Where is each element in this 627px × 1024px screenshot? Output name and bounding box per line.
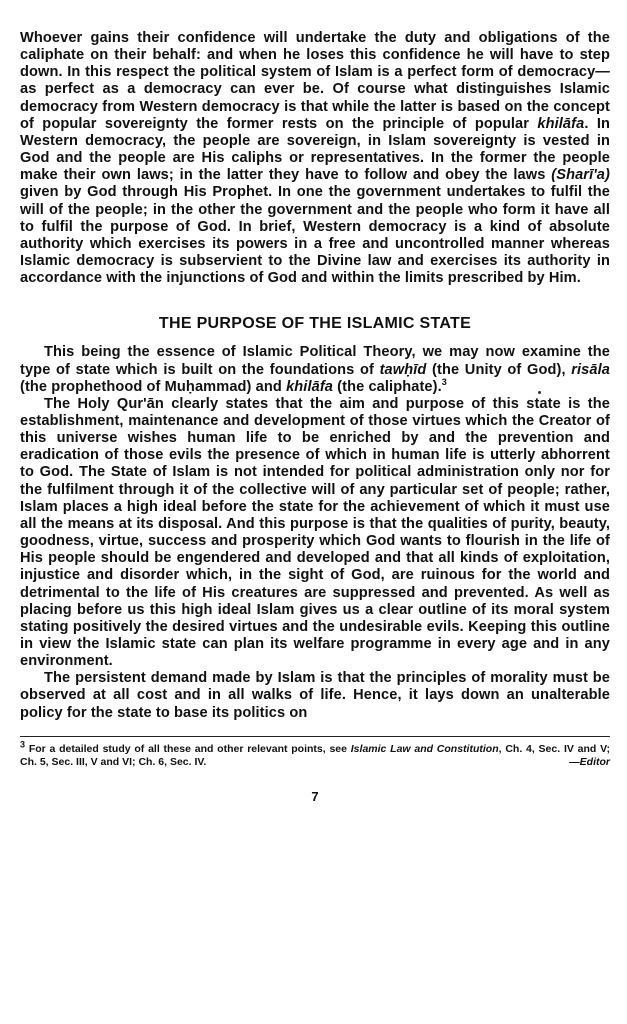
paragraph-2-text-d: (the caliphate). xyxy=(333,378,442,395)
section-heading: THE PURPOSE OF THE ISLAMIC STATE xyxy=(158,315,472,333)
footnote-book-title: Islamic Law and Constitution xyxy=(350,742,499,755)
footnote-marker: 3 xyxy=(20,739,26,750)
term-khilafa-2: khilāfa xyxy=(286,378,333,395)
term-sharia: (Sharī'a) xyxy=(551,167,610,184)
paragraph-2-text-c: (the prophethood of Muḥammad) and xyxy=(20,378,287,395)
paragraph-2-text-b: (the Unity of God), xyxy=(426,361,572,378)
footnote-reference: 3 xyxy=(441,376,447,387)
paragraph-1-text-a: Whoever gains their confidence will undertake the duty and obligations of the caliphate on their behalf: and when he loses this confidence he will have to step down. In this respect the political system of Islam is a perfect form of democracy—as perfect as a democracy can ever be. Of course what distinguishes Islamic democracy from Western democracy is that while the latter is based on the concept of popular sovereignty the former rests on the principle of popular xyxy=(20,30,610,132)
paragraph-1-text-b: . In Western democracy, the people are sovereign, in Islam sovereignty is vested in God and the people are His caliphs or representatives. In the former the people make their own laws; in the latter they have to follow and obey the laws xyxy=(20,115,610,184)
footnote-divider xyxy=(20,736,610,737)
page-body xyxy=(20,30,610,804)
term-khilafa: khilāfa xyxy=(537,115,585,132)
footnote-text-b: , Ch. 4, Sec. IV and V; Ch. 5, Sec. III, V and VI; Ch. 6, Sec. IV. xyxy=(20,742,611,768)
page-number: 7 xyxy=(311,788,319,804)
paragraph-3: The Holy Qur'ān clearly states that the aim and purpose of this state is the establishment, maintenance and development of those virtues which the Creator of this universe wishes human life to be enriched by and the prevention and eradication of those evils the presence of which in human life is utterly abhorrent to God. The State of Islam is not intended for political administration only nor for the fulfilment through it of the collective will of any particular set of people; rather, Islam places a high ideal before the state for the achievement of which it must use all the means at its disposal. And this purpose is that the qualities of purity, beauty, goodness, virtue, success and prosperity which God wants to flourish in the life of His people should be engendered and developed and that all kinds of exploitation, injustice and disorder which, in the sight of God, are ruinous for the world and detrimental to the life of His creatures are suppressed and prevented. As well as placing before us this high ideal Islam gives us a clear outline of its moral system stating positively the desired virtues and the undesirable evils. Keeping this outline in view the Islamic state can plan its welfare programme in every age and in any environment. xyxy=(20,395,610,670)
footnote-text-a: For a detailed study of all these and other relevant points, see xyxy=(28,742,351,755)
paragraph-2-text-a: This being the essence of Islamic Political Theory, we may now examine the type of state which is built on the foundations of xyxy=(20,344,610,378)
term-risala: risāla xyxy=(571,361,610,378)
footnote-editor: —Editor xyxy=(569,755,610,768)
paragraph-2 xyxy=(20,344,610,395)
term-tawhid: tawḥīd xyxy=(379,361,427,378)
paragraph-1-text-c: given by God through His Prophet. In one the government undertakes to fulfil the will of the people; in the other the government and the people who form it have all to fulfil the purpose of God. In brief, Western democracy is a kind of absolute authority which exercises its powers in a free and uncontrolled manner whereas Islamic democracy is subservient to the Divine law and exercises its authority in accordance with the injunctions of God and within the limits prescribed by Him. xyxy=(20,184,610,287)
footnote xyxy=(20,739,611,769)
print-speck xyxy=(538,391,541,394)
paragraph-4: The persistent demand made by Islam is that the principles of morality must be observed at all cost and in all walks of life. Hence, it lays down an unalterable policy for the state to base its politics on xyxy=(20,670,610,721)
paragraph-1 xyxy=(20,30,610,287)
